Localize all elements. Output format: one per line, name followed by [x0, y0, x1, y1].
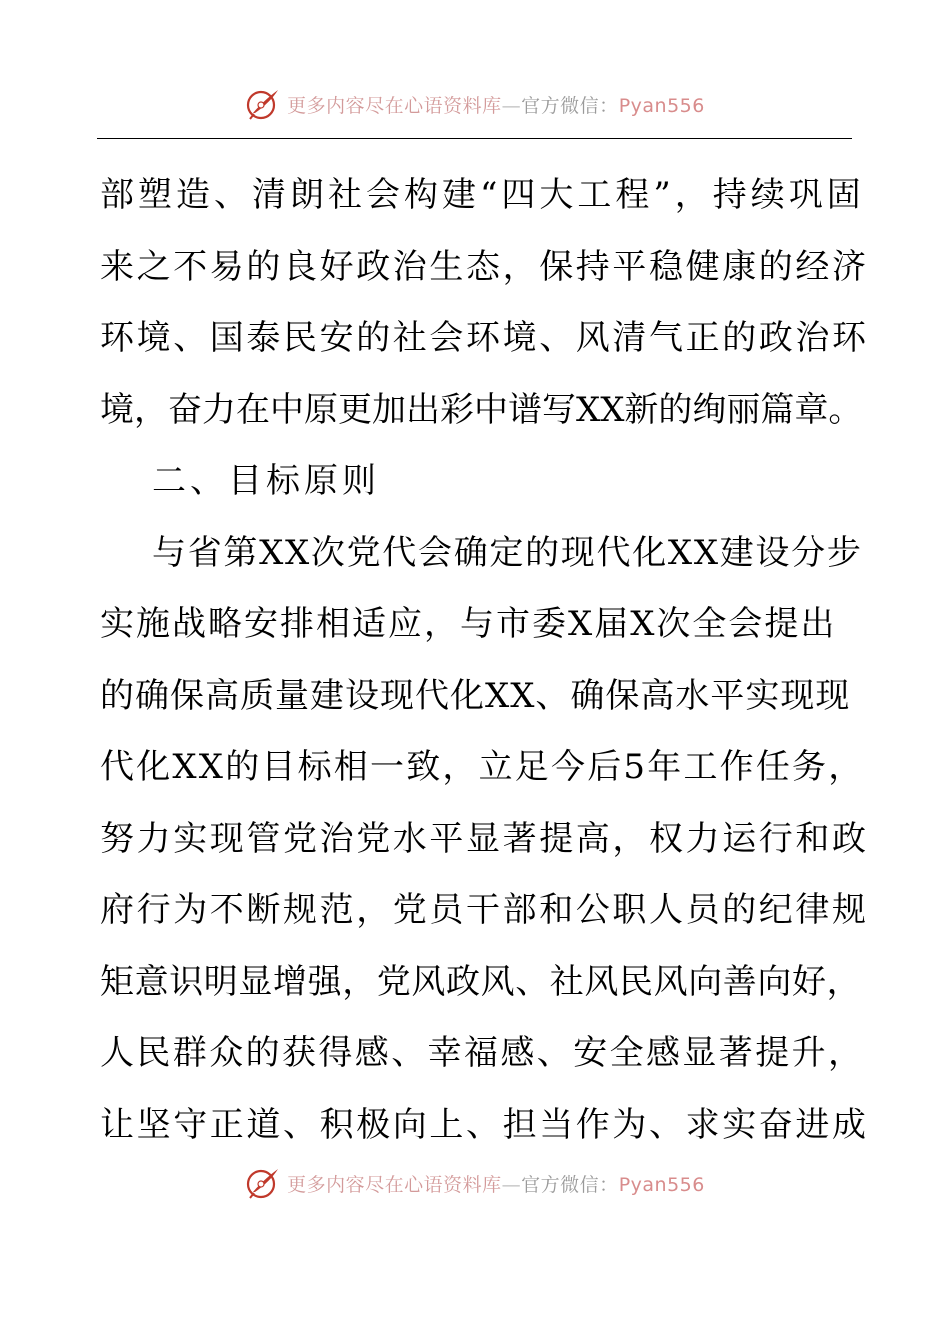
- header-brand-text: 更多内容尽在心语资料库: [287, 94, 502, 117]
- header-wechat-label: 官方微信：: [521, 94, 619, 117]
- body-line-text: 人民群众的获得感、幸福感、安全感显著提升，: [100, 1033, 865, 1073]
- body-line-text: 实施战略安排相适应，与市委X届X次全会提出: [100, 604, 837, 644]
- body-line-text: 的确保高质量建设现代化XX、确保高水平实现现: [100, 675, 851, 716]
- header-dash: —: [501, 94, 522, 117]
- body-line: [100, 1018, 875, 1090]
- quill-logo-icon: [245, 86, 281, 122]
- body-line: [100, 875, 875, 947]
- body-line: [100, 947, 875, 1019]
- body-line: [100, 589, 875, 661]
- footer-wechat-label: 官方微信：: [521, 1173, 619, 1196]
- body-line: [100, 232, 875, 304]
- body-line-text: 府行为不断规范，党员干部和公职人员的纪律规: [100, 890, 869, 930]
- footer-brand-text: 更多内容尽在心语资料库: [287, 1173, 502, 1196]
- body-line: [100, 375, 875, 447]
- header-wechat-id: Pyan556: [618, 94, 705, 117]
- section-heading: [100, 446, 875, 518]
- header-banner-text: [287, 91, 705, 118]
- body-line-text: 与省第XX次党代会确定的现代化XX建设分步: [152, 532, 863, 573]
- body-line: [100, 303, 875, 375]
- body-line: [100, 518, 875, 590]
- body-line-text: 代化XX的目标相一致，立足今后5年工作任务，: [100, 747, 865, 787]
- body-line-text: 境，奋力在中原更加出彩中谱写XX新的绚丽篇章。: [100, 389, 863, 430]
- quill-logo-icon: [245, 1165, 281, 1201]
- body-line-text: 环境、国泰民安的社会环境、风清气正的政治环: [100, 318, 869, 358]
- body-line: [100, 661, 875, 733]
- footer-banner-text: [287, 1170, 705, 1197]
- header-divider: [97, 138, 852, 139]
- body-line-text: 矩意识明显增强，党风政风、社风民风向善向好，: [100, 961, 862, 1002]
- footer-wechat-id: Pyan556: [618, 1173, 705, 1196]
- body-line: [100, 732, 875, 804]
- body-line: [100, 160, 865, 232]
- section-heading-text: 二、目标原则: [152, 461, 380, 501]
- body-line: [100, 804, 875, 876]
- footer-banner: [0, 1163, 950, 1203]
- header-banner: [0, 84, 950, 124]
- body-line-text: 部塑造、清朗社会构建“四大工程”，持续巩固: [100, 175, 865, 215]
- body-line-text: 努力实现管党治党水平显著提高，权力运行和政: [100, 818, 869, 859]
- document-body: [100, 160, 875, 1161]
- body-line-text: 来之不易的良好政治生态，保持平稳健康的经济: [100, 246, 869, 287]
- footer-dash: —: [501, 1173, 522, 1196]
- body-line-text: 让坚守正道、积极向上、担当作为、求实奋进成: [100, 1104, 869, 1145]
- body-line: [100, 1090, 875, 1162]
